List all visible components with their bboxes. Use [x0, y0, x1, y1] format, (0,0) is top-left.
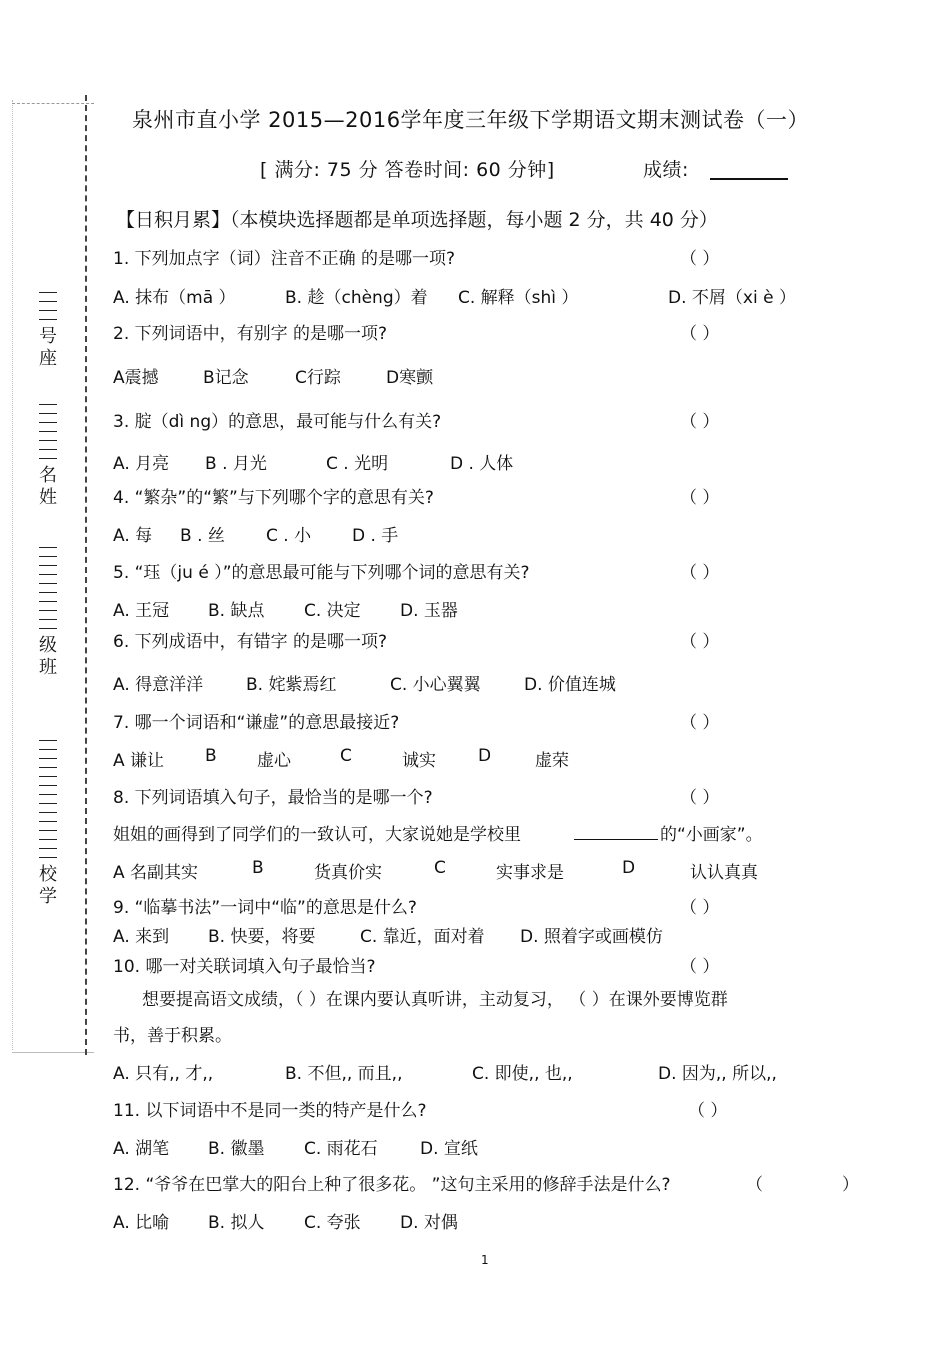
q8-option-d-text: 认认真真 — [690, 863, 758, 883]
question-2: 2. 下列词语中，有别字 的是哪一项? — [113, 324, 388, 344]
q4-option-a: A. 每 — [113, 526, 153, 546]
seat-label-1: 号 — [39, 326, 57, 347]
question-12: 12. “爷爷在巴掌大的阳台上种了很多花。 ”这句主采用的修辞手法是什么? — [113, 1175, 671, 1195]
q9-option-d: D. 照着字或画模仿 — [520, 927, 663, 947]
q10-option-d: D. 因为,, 所以,, — [658, 1064, 777, 1084]
q12-option-c: C. 夸张 — [304, 1213, 361, 1233]
student-name-field — [36, 402, 60, 509]
q11-option-b: B. 徽墨 — [208, 1139, 265, 1159]
q9-option-c: C. 靠近，面对着 — [360, 927, 485, 947]
school-label-1: 校 — [39, 864, 57, 885]
q5-option-d: D. 玉器 — [400, 601, 458, 621]
section-heading: 【日积月累】（本模块选择题都是单项选择题，每小题 2 分，共 40 分） — [116, 209, 718, 231]
question-6: 6. 下列成语中，有错字 的是哪一项? — [113, 632, 388, 652]
class-field — [36, 545, 60, 679]
q3-option-d: D . 人体 — [450, 454, 514, 474]
q2-option-b: B记念 — [203, 368, 249, 388]
q6-option-d: D. 价值连城 — [524, 675, 616, 695]
name-label-1: 名 — [39, 465, 57, 486]
q3-option-a: A. 月亮 — [113, 454, 170, 474]
question-4: 4. “繁杂”的“繁”与下列哪个字的意思有关? — [113, 488, 434, 508]
q3-option-c: C . 光明 — [326, 454, 389, 474]
q10-option-b: B. 不但,, 而且,, — [285, 1064, 403, 1084]
score-info: [ 满分: 75 分 答卷时间: 60 分钟] — [260, 159, 555, 181]
q7-option-c-text: 诚实 — [402, 751, 436, 771]
question-10: 10. 哪一对关联词填入句子最恰当? — [113, 957, 376, 977]
q8-option-c-letter: C — [434, 858, 446, 878]
question-11: 11. 以下词语中不是同一类的特产是什么? — [113, 1101, 427, 1121]
q7-option-b-letter: B — [205, 746, 217, 766]
q9-option-b: B. 快要，将要 — [208, 927, 316, 947]
answer-paren-1[interactable]: （ ） — [680, 249, 720, 269]
q4-option-c: C . 小 — [266, 526, 312, 546]
class-label-1: 级 — [39, 635, 57, 656]
answer-paren-6[interactable]: （ ） — [680, 632, 720, 652]
answer-paren-3[interactable]: （ ） — [680, 412, 720, 432]
q8-option-d-letter: D — [622, 858, 636, 878]
q2-option-a: A震撼 — [113, 368, 159, 388]
class-label-2: 班 — [39, 657, 57, 678]
margin-bottom-rule — [12, 1052, 94, 1053]
q7-option-a: A 谦让 — [113, 751, 165, 771]
answer-paren-12-close[interactable]: ） — [842, 1175, 859, 1195]
question-9: 9. “临摹书法”一词中“临”的意思是什么? — [113, 898, 417, 918]
page-number: 1 — [481, 1253, 489, 1267]
question-1: 1. 下列加点字（词）注音不正确 的是哪一项? — [113, 249, 456, 269]
answer-paren-12-open[interactable]: （ — [746, 1175, 763, 1195]
q6-option-c: C. 小心翼翼 — [390, 675, 481, 695]
q11-option-d: D. 宣纸 — [420, 1139, 478, 1159]
question-8: 8. 下列词语填入句子，最恰当的是哪一个? — [113, 788, 433, 808]
exam-title: 泉州市直小学 2015—2016学年度三年级下学期语文期末测试卷（一） — [132, 108, 810, 132]
margin-top-rule — [12, 103, 94, 104]
question-7: 7. 哪一个词语和“谦虚”的意思最接近? — [113, 713, 400, 733]
q7-option-b-text: 虚心 — [257, 751, 291, 771]
q8-sentence-end: 的“小画家”。 — [660, 825, 763, 845]
answer-paren-11[interactable]: （ ） — [688, 1101, 728, 1121]
q6-option-b: B. 姹紫焉红 — [246, 675, 337, 695]
margin-outer-line — [12, 100, 13, 1050]
grade-blank[interactable] — [710, 178, 788, 180]
q12-option-d: D. 对偶 — [400, 1213, 458, 1233]
answer-paren-2[interactable]: （ ） — [680, 324, 720, 344]
q12-option-b: B. 拟人 — [208, 1213, 265, 1233]
binding-dashed-line — [85, 95, 87, 1055]
q1-option-c: C. 解释（shì ） — [458, 288, 579, 308]
q8-option-a: A 名副其实 — [113, 863, 199, 883]
q10-option-a: A. 只有,, 才,, — [113, 1064, 214, 1084]
q8-option-c-text: 实事求是 — [496, 863, 564, 883]
school-label-2: 学 — [39, 886, 57, 907]
seat-label-2: 座 — [39, 348, 57, 369]
q2-option-c: C行踪 — [295, 368, 341, 388]
name-label-2: 姓 — [39, 487, 57, 508]
q3-option-b: B . 月光 — [205, 454, 267, 474]
q8-fill-blank[interactable] — [574, 839, 658, 840]
q4-option-d: D . 手 — [352, 526, 399, 546]
q9-option-a: A. 来到 — [113, 927, 170, 947]
q8-sentence-start: 姐姐的画得到了同学们的一致认可，大家说她是学校里 — [113, 825, 521, 845]
q10-sentence-line-1: 想要提高语文成绩，（ ）在课内要认真听讲，主动复习， （ ）在课外要博览群 — [142, 990, 728, 1010]
q7-option-d-text: 虚荣 — [535, 751, 569, 771]
q10-option-c: C. 即使,, 也,, — [472, 1064, 573, 1084]
q1-option-a: A. 抹布（mā ） — [113, 288, 236, 308]
answer-paren-5[interactable]: （ ） — [680, 563, 720, 583]
q11-option-c: C. 雨花石 — [304, 1139, 378, 1159]
seat-number-field — [36, 290, 60, 370]
answer-paren-4[interactable]: （ ） — [680, 488, 720, 508]
q4-option-b: B . 丝 — [180, 526, 225, 546]
q1-option-d: D. 不屑（xi è ） — [668, 288, 796, 308]
q5-option-b: B. 缺点 — [208, 601, 265, 621]
answer-paren-10[interactable]: （ ） — [680, 957, 720, 977]
answer-paren-8[interactable]: （ ） — [680, 788, 720, 808]
q1-option-b: B. 趁（chèng）着 — [285, 288, 428, 308]
q10-sentence-line-2: 书，善于积累。 — [113, 1026, 232, 1046]
q7-option-c-letter: C — [340, 746, 352, 766]
q5-option-c: C. 决定 — [304, 601, 361, 621]
answer-paren-7[interactable]: （ ） — [680, 713, 720, 733]
q6-option-a: A. 得意洋洋 — [113, 675, 204, 695]
q2-option-d: D寒颤 — [386, 368, 434, 388]
question-5: 5. “珏（ju é ）”的意思最可能与下列哪个词的意思有关? — [113, 563, 530, 583]
school-field — [36, 738, 60, 908]
q12-option-a: A. 比喻 — [113, 1213, 170, 1233]
q8-option-b-text: 货真价实 — [314, 863, 382, 883]
q11-option-a: A. 湖笔 — [113, 1139, 170, 1159]
q5-option-a: A. 王冠 — [113, 601, 170, 621]
question-3: 3. 腚（dì ng）的意思，最可能与什么有关? — [113, 412, 442, 432]
grade-label: 成绩: — [643, 159, 689, 181]
q7-option-d-letter: D — [478, 746, 492, 766]
answer-paren-9[interactable]: （ ） — [680, 898, 720, 918]
q8-option-b-letter: B — [252, 858, 264, 878]
